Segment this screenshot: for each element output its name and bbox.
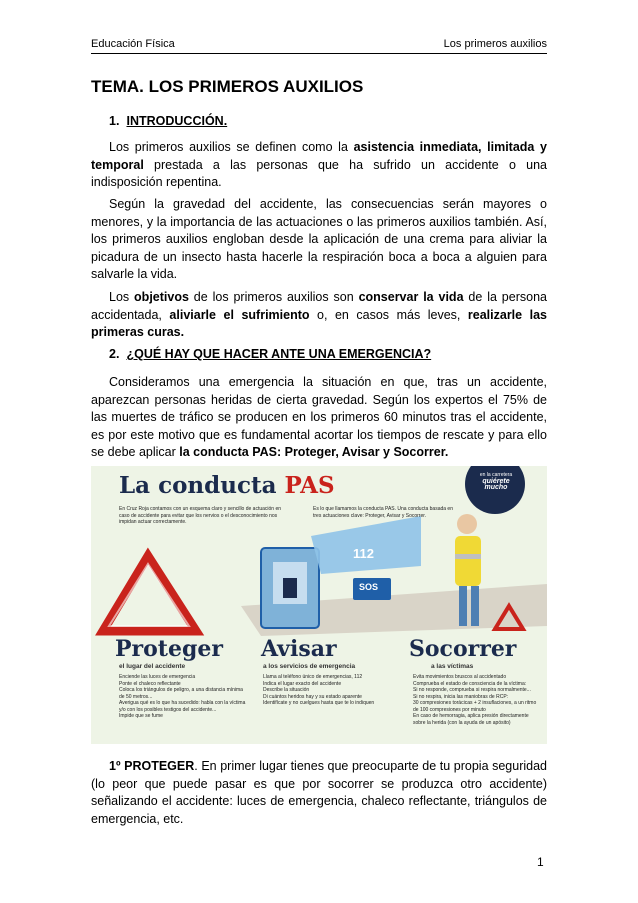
poster-intro-right: Es lo que llamamos la conducta PAS. Una conducta basada en tres actuaciones clave: Proteger, Avisar y Socorrer.: [313, 506, 453, 519]
reflective-vest-icon: [455, 536, 481, 586]
socorrer-wordmark: Socorrer: [409, 636, 517, 662]
paragraph-objectives: [91, 289, 547, 342]
text-run: Consideramos una emergencia la situación en que, tras un accidente, aparezcan personas heridas de cierta gravedad. Según los expertos el 75% de las muertes de tráfico se producen en los primeros 60 minutos tras el accidente, es por este motivo que es fundamental acortar los tiempos de rescate y para ello se debe aplicar: [91, 375, 547, 459]
pas-poster: [91, 466, 547, 744]
section-label: INTRODUCCIÓN.: [126, 114, 228, 128]
phone-handset-icon: [283, 578, 297, 598]
proteger-steps: Enciende las luces de emergencia Ponte el chaleco reflectante Coloca los triángulos de peligro, a una distancia mínima de 50 metros... Averigua qué es lo que ha sucedido: habla con la víctima y/o con los posibles testigos del accidente... Impide que se fume: [119, 674, 246, 719]
text-run: de los primeros auxilios son: [188, 290, 359, 304]
proteger-subtitle: el lugar del accidente: [119, 663, 186, 670]
poster-title-pas: PAS: [284, 472, 335, 499]
text-run: o, en casos más leves,: [309, 307, 468, 322]
avisar-steps: Llama al teléfono único de emergencias, 112 Indica el lugar exacto del accidente Describe la situación Di cuántos heridos hay y su estado aparente Identifícate y no cuelgues hasta que te lo indiquen: [263, 674, 375, 706]
header-left: Educación Física: [91, 38, 175, 50]
poster-title-main: La conducta: [119, 472, 285, 499]
paragraph-proteger: [91, 758, 547, 828]
paragraph-severity: Según la gravedad del accidente, las consecuencias serán mayores o menores, y la importancia de las actuaciones o las primeros auxilios también. Así, los primeros auxilios engloban desde la aplicación de una crema para aliviar la picadura de un insecto hasta hacerle la respiración boca a boca a alguien para salvarle la vida.: [91, 197, 547, 281]
bold-run: realizarle las primeras curas.: [91, 307, 548, 339]
paragraph-definition: [91, 139, 547, 192]
text-run: Los primeros auxilios se definen como la: [109, 140, 354, 154]
section-heading-2: [109, 347, 431, 361]
badge-line-1: en la carretera: [479, 472, 513, 478]
person-leg: [471, 586, 479, 626]
header-right: Los primeros auxilios: [443, 38, 547, 50]
section-label: ¿QUÉ HAY QUE HACER ANTE UNA EMERGENCIA?: [126, 347, 432, 361]
proteger-wordmark: Proteger: [115, 636, 223, 662]
badge-line-2: quiérete mucho: [482, 477, 510, 491]
avisar-wordmark: Avisar: [261, 636, 337, 662]
section-heading-1: [109, 114, 227, 128]
bold-run: objetivos: [134, 290, 189, 304]
vest-stripe: [455, 554, 481, 559]
badge-text: [471, 472, 521, 492]
paragraph-emergency: [91, 374, 547, 462]
header-rule: [91, 53, 547, 54]
sign-112-label: 112: [353, 546, 374, 561]
bold-run: asistencia inmediata, limitada y temporal: [91, 140, 547, 172]
bold-run: la conducta PAS: Proteger, Avisar y Socorrer.: [179, 445, 449, 459]
person-head: [457, 514, 477, 534]
bold-run: conservar la vida: [358, 290, 464, 304]
section-number: 2.: [109, 347, 120, 361]
text-run: prestada a las personas que ha sufrido un accidente o una indisposición repentina.: [91, 157, 547, 189]
page-title: TEMA. LOS PRIMEROS AUXILIOS: [91, 77, 364, 96]
text-run: Los: [109, 290, 135, 304]
sos-label: SOS: [359, 582, 379, 592]
bold-run: aliviarle el sufrimiento: [169, 307, 310, 322]
text-run: de la persona accidentada,: [91, 290, 547, 322]
section-number: 1.: [109, 114, 120, 128]
bold-run: 1º PROTEGER: [109, 759, 195, 773]
poster-title: [119, 472, 335, 499]
page-header: [91, 38, 547, 52]
poster-intro-left: En Cruz Roja contamos con un esquema claro y sencillo de actuación en caso de accidente para evitar que los nervios o el desconocimiento nos impidan actuar correctamente.: [119, 506, 282, 525]
page-number: 1: [537, 855, 544, 869]
text-run: . En primer lugar tienes que preocuparte de tu propia seguridad (lo peor que puede pasar es que por socorrer se produzca otro accidente) señalizando el accidente: luces de emergencia, chaleco reflectante, triángulos de emergencia, etc.: [91, 759, 548, 826]
avisar-subtitle: a los servicios de emergencia: [263, 663, 356, 670]
person-leg: [459, 586, 467, 626]
socorrer-steps: Evita movimientos bruscos al accidentado Comprueba el estado de consciencia de la víctima: Si no responde, comprueba si respira normalmente... Si no respira, inicia las maniobras de RCP: 30 compresiones torácicas + 2 insuflaciones, a un ritmo de 100 compresiones por minuto En caso de hemorragia, aplica presión directamente sobre la herida (con la ayuda de un apósito): [413, 674, 537, 726]
socorrer-subtitle: a las víctimas: [431, 663, 474, 670]
